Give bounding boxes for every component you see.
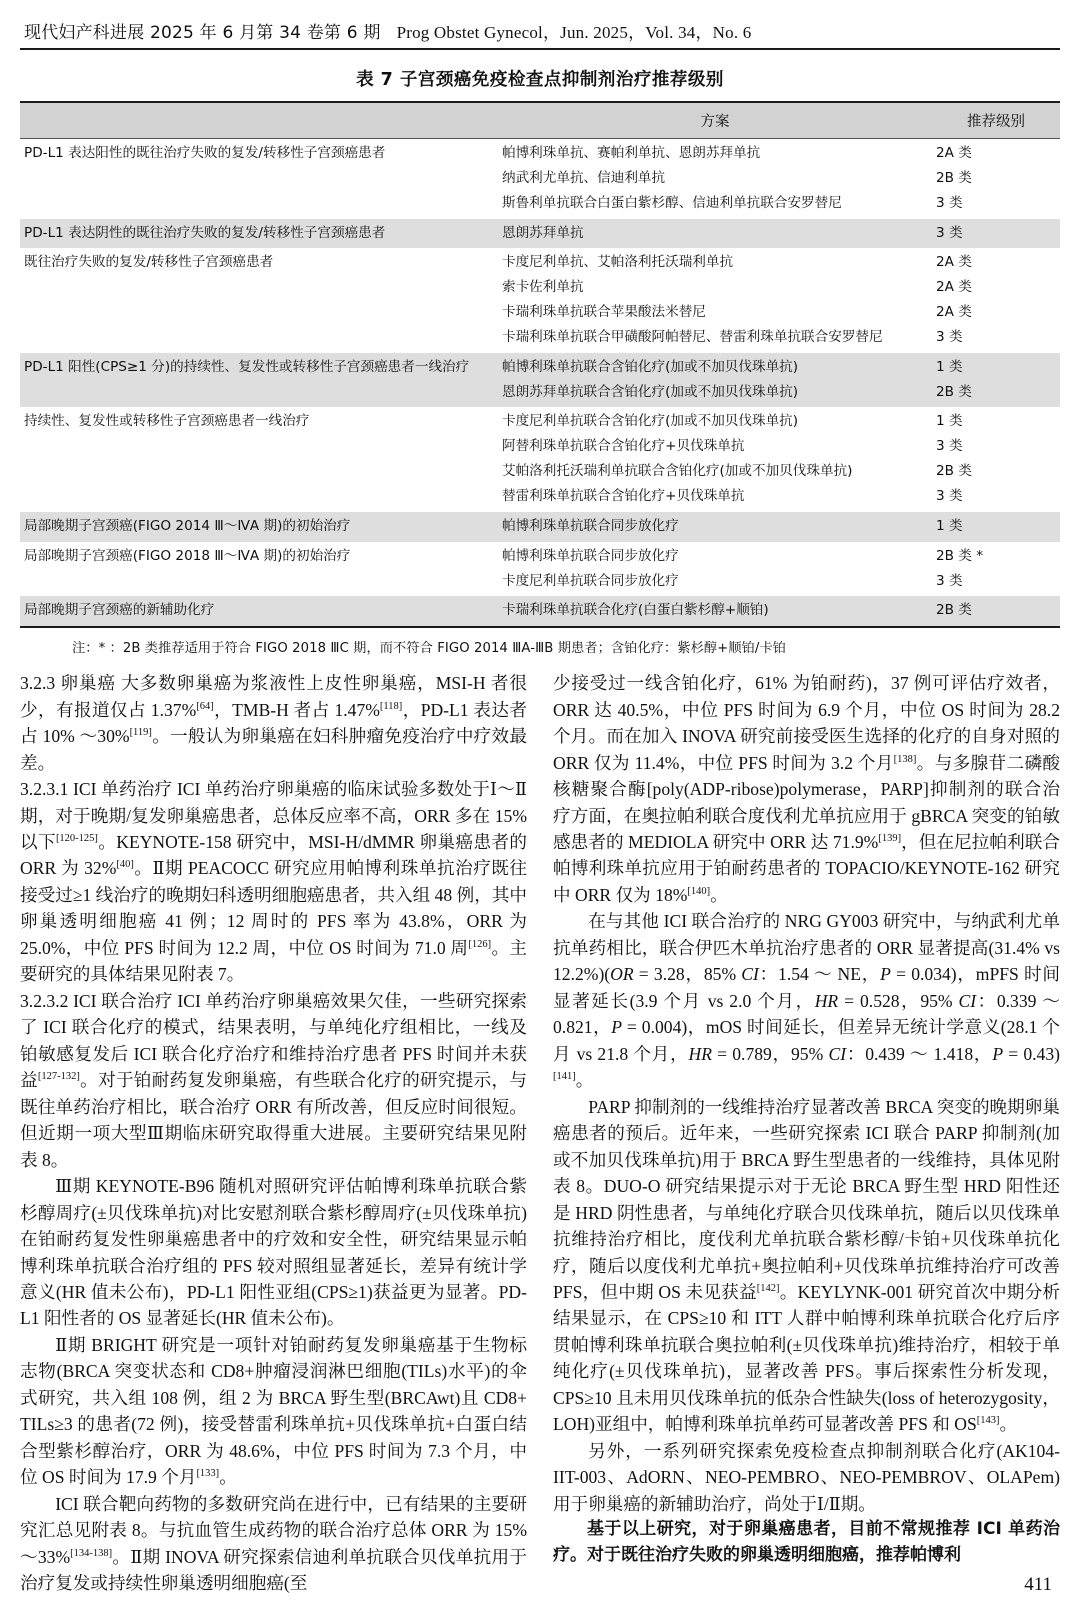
column-header-level: 推荐级别 (932, 102, 1060, 139)
running-head-english: Prog Obstet Gynecol，Jun. 2025，Vol. 34，No. 6 (396, 23, 752, 42)
reference-marker: [140] (687, 886, 711, 898)
cell-level: 1 类 (932, 512, 1060, 542)
cell-level: 3 类 (932, 219, 1060, 249)
cell-level: 2B 类 * (936, 547, 984, 564)
cell-regimen: 帕博利珠单抗联合同步放化疗 (498, 512, 932, 542)
cell-indication (20, 166, 498, 191)
cell-level: 2B 类 (932, 596, 1060, 627)
page-number: 411 (1024, 1574, 1052, 1595)
reference-marker: [142] (756, 1283, 780, 1295)
cell-regimen: 卡度尼利单抗、艾帕洛利托沃瑞利单抗 (502, 254, 734, 271)
cell-indication (20, 301, 498, 326)
reference-marker: [141] (553, 1071, 576, 1083)
cell-indication: PD-L1 阳性(CPS≥1 分)的持续性、复发性或转移性子宫颈癌患者一线治疗 (20, 353, 498, 380)
cell-indication: 局部晚期子宫颈癌(FIGO 2018 Ⅲ～ⅣA 期)的初始治疗 (24, 547, 351, 564)
table-row (20, 139, 1060, 167)
table-row (20, 407, 1060, 434)
table-row (20, 248, 1060, 275)
reference-marker: [139] (878, 833, 902, 845)
cell-indication: 局部晚期子宫颈癌(FIGO 2014 Ⅲ～ⅣA 期)的初始治疗 (20, 512, 498, 542)
cell-level: 2B 类 (936, 463, 972, 480)
cell-indication (20, 435, 498, 460)
cell-indication (20, 191, 498, 218)
cell-level: 2A 类 (936, 145, 972, 161)
column-header-regimen: 方案 (498, 102, 932, 139)
table-row (20, 569, 1060, 596)
paragraph: 3.2.3.2 ICI 联合治疗 ICI 单药治疗卵巢癌效果欠佳，一些研究探索了 ICI 联合化疗的模式，结果表明，与单纯化疗组相比，一线及铂敏感复发后 ICI 联合化疗治疗和维持治疗患者 PFS 时间并未获益[127-132]。对于铂耐药复发卵巢癌，有些联合化疗的研究提示，与既往单药治疗相比，联合治疗 ORR 有所改善，但反应时间很短。但近期一项大型Ⅲ期临床研究取得重大进展。主要研究结果见附表 8。 (20, 990, 527, 1170)
cell-indication: 局部晚期子宫颈癌的新辅助化疗 (20, 596, 498, 627)
cell-regimen: 卡度尼利单抗联合同步放化疗 (502, 572, 679, 589)
paragraph: Ⅲ期 KEYNOTE-B96 随机对照研究评估帕博利珠单抗联合紫杉醇周疗(±贝伐珠单抗)对比安慰剂联合紫杉醇周疗(±贝伐珠单抗)在铂耐药复发性卵巢癌患者中的疗效和安全性，研究结果显示帕博利珠单抗联合治疗组的 PFS 较对照组显著延长，差异有统计学意义(HR 值未公布)，PD-L1 阳性亚组(CPS≥1)获益更为显著。PD-L1 阳性者的 OS 显著延长(HR 值未公布)。 (20, 1176, 527, 1329)
cell-level: 1 类 (936, 413, 963, 430)
table-row (20, 484, 1060, 511)
cell-regimen: 卡瑞利珠单抗联合苹果酸法米替尼 (502, 304, 706, 321)
table-header-row (20, 102, 1060, 139)
table-7 (20, 101, 1060, 628)
cell-regimen: 恩朗苏拜单抗联合含铂化疗(加或不加贝伐珠单抗) (498, 380, 932, 407)
cell-indication (20, 484, 498, 511)
cell-indication: 持续性、复发性或转移性子宫颈癌患者一线治疗 (24, 413, 310, 430)
cell-level: 3 类 (936, 194, 963, 211)
table-row (20, 353, 1060, 380)
table-row (20, 301, 1060, 326)
reference-marker: [120-125] (55, 833, 98, 845)
cell-indication (20, 325, 498, 352)
cell-indication (20, 380, 498, 407)
column-right (553, 670, 1060, 1596)
cell-indication: PD-L1 表达阳性的既往治疗失败的复发/转移性子宫颈癌患者 (24, 145, 386, 161)
cell-regimen: 索卡佐利单抗 (502, 279, 584, 296)
cell-regimen: 阿替利珠单抗联合含铂化疗+贝伐珠单抗 (502, 438, 745, 455)
paragraph: 在与其他 ICI 联合治疗的 NRG GY003 研究中，与纳武利尤单抗单药相比，联合伊匹木单抗治疗患者的 ORR 显著提高(31.4% vs 12.2%)(OR = 3.28，85% CI：1.54 ～ NE，P = 0.034)，mPFS 时间显著延长(3.9 个月 vs 2.0 个月，HR = 0.528，95% CI：0.339 ～ 0.821，P = 0.004)，mOS 时间延长，但差异无统计学意义(28.1 个月 vs 21.8 个月，HR = 0.789，95% CI：0.439 ～ 1.418，P = 0.43)[141]。 (553, 911, 1061, 1091)
table-title: 表 7 子宫颈癌免疫检查点抑制剂治疗推荐级别 (356, 70, 724, 90)
cell-indication: PD-L1 表达阴性的既往治疗失败的复发/转移性子宫颈癌患者 (20, 219, 498, 249)
cell-level: 2A 类 (936, 254, 972, 271)
cell-regimen: 艾帕洛利托沃瑞利单抗联合含铂化疗(加或不加贝伐珠单抗) (502, 463, 853, 480)
table-row (20, 435, 1060, 460)
reference-marker: [143] (976, 1415, 1000, 1427)
paragraph: 基于以上研究，对于卵巢癌患者，目前不常规推荐 ICI 单药治疗。对于既往治疗失败的卵巢透明细胞癌，推荐帕博利 (553, 1519, 1060, 1565)
table-row (20, 542, 1060, 569)
cell-regimen: 替雷利珠单抗联合含铂化疗+贝伐珠单抗 (502, 487, 745, 504)
cell-indication (20, 569, 498, 596)
paragraph: 3.2.3 卵巢癌 大多数卵巢癌为浆液性上皮性卵巢癌，MSI-H 者很少，有报道仅占 1.37%[64]，TMB-H 者占 1.47%[118]，PD-L1 表达者占 10% ～30%[119]。一般认为卵巢癌在妇科肿瘤免疫治疗中疗效最差。 (20, 673, 527, 773)
table-row (20, 512, 1060, 542)
paragraph: 另外，一系列研究探索免疫检查点抑制剂联合化疗(AK104-IIT-003、AdORN、NEO-PEMBRO、NEO-PEMBROV、OLAPem)用于卵巢癌的新辅助治疗，尚处于Ⅰ/Ⅱ期。 (553, 1440, 1060, 1514)
table-row (20, 191, 1060, 218)
cell-indication (20, 276, 498, 301)
cell-regimen: 卡瑞利珠单抗联合化疗(白蛋白紫杉醇+顺铂) (498, 596, 932, 627)
paragraph: Ⅱ期 BRIGHT 研究是一项针对铂耐药复发卵巢癌基于生物标志物(BRCA 突变状态和 CD8+肿瘤浸润淋巴细胞(TILs)水平)的伞式研究，共入组 108 例，组 2 为 BRCA 野生型(BRCAwt)且 CD8+ TILs≥3 的患者(72 例)，接受替雷利珠单抗+贝伐珠单抗+白蛋白结合型紫杉醇治疗，ORR 为 48.6%，中位 PFS 时间为 7.3 个月，中位 OS 时间为 17.9 个月[133]。 (20, 1334, 527, 1488)
table-note: 注：* ：2B 类推荐适用于符合 FIGO 2018 ⅢC 期，而不符合 FIGO 2014 ⅢA-ⅢB 期患者；含铂化疗：紫杉醇+顺铂/卡铂 (72, 641, 787, 657)
paragraph: 少接受过一线含铂化疗，61% 为铂耐药)，37 例可评估疗效者，ORR 达 40.5%，中位 PFS 时间为 6.9 个月，中位 OS 时间为 28.2 个月。而在加入 INOVA 研究前接受医生选择的化疗的自身对照的 ORR 仅为 11.4%，中位 PFS 时间为 3.2 个月[138]。与多腺苷二磷酸核糖聚合酶[poly(ADP-ribose)polymerase，PARP]抑制剂的联合治疗方面，在奥拉帕利联合度伐利尤单抗应用于 gBRCA 突变的铂敏感患者的 MEDIOLA 研究中 ORR 达 71.9%[139]，但在尼拉帕利联合帕博利珠单抗应用于铂耐药患者的 TOPACIO/KEYNOTE-162 研究中 ORR 仅为 18%[140]。 (553, 673, 1060, 905)
cell-regimen: 帕博利珠单抗、赛帕利单抗、恩朗苏拜单抗 (502, 145, 761, 161)
reference-marker: [127-132] (37, 1071, 80, 1083)
table-row (20, 276, 1060, 301)
cell-regimen: 斯鲁利单抗联合白蛋白紫杉醇、信迪利单抗联合安罗替尼 (502, 194, 842, 211)
table-row (20, 596, 1060, 627)
table-row (20, 325, 1060, 352)
table-row (20, 380, 1060, 407)
reference-marker: [133] (196, 1468, 220, 1480)
cell-regimen: 恩朗苏拜单抗 (498, 219, 932, 249)
cell-level: 2B 类 (936, 169, 972, 186)
cell-level: 3 类 (936, 438, 963, 455)
reference-marker: [119] (129, 727, 152, 739)
table-row (20, 219, 1060, 249)
reference-marker: [138] (893, 753, 917, 765)
cell-level: 3 类 (936, 572, 963, 589)
paragraph: 3.2.3.1 ICI 单药治疗 ICI 单药治疗卵巢癌的临床试验多数处于Ⅰ～Ⅱ期，对于晚期/复发卵巢癌患者，总体反应率不高，ORR 多在 15% 以下[120-125]。KEYNOTE-158 研究中，MSI-H/dMMR 卵巢癌患者的 ORR 为 32%[40]。Ⅱ期 PEACOCC 研究应用帕博利珠单抗治疗既往接受过≥1 线治疗的晚期妇科透明细胞癌患者，共入组 48 例，其中卵巢透明细胞癌 41 例；12 周时的 PFS 率为 43.8%，ORR 为 25.0%，中位 PFS 时间为 12.2 周，中位 OS 时间为 71.0 周[126]。主要研究的具体结果见附表 7。 (20, 779, 527, 985)
cell-level: 2B 类 (932, 380, 1060, 407)
cell-indication: 既往治疗失败的复发/转移性子宫颈癌患者 (24, 254, 274, 271)
paragraph: ICI 联合靶向药物的多数研究尚在进行中，已有结果的主要研究汇总见附表 8。与抗血管生成药物的联合治疗总体 ORR 为 15% ～33%[134-138]。Ⅱ期 INOVA 研究探索信迪利单抗联合贝伐单抗用于治疗复发或持续性卵巢透明细胞癌(至 (20, 1493, 528, 1594)
running-head (20, 14, 1060, 50)
cell-regimen: 帕博利珠单抗联合含铂化疗(加或不加贝伐珠单抗) (498, 353, 932, 380)
cell-regimen: 卡瑞利珠单抗联合甲磺酸阿帕替尼、替雷利珠单抗联合安罗替尼 (502, 328, 883, 345)
reference-marker: [134-138] (70, 1547, 113, 1559)
reference-marker: [126] (468, 939, 492, 951)
reference-marker: [64] (196, 700, 214, 712)
table-body (20, 139, 1060, 628)
cell-regimen: 卡度尼利单抗联合含铂化疗(加或不加贝伐珠单抗) (502, 413, 799, 430)
cell-level: 3 类 (936, 328, 963, 345)
body-columns (20, 670, 1060, 1596)
column-header-indication (20, 102, 498, 139)
reference-marker: [118] (379, 700, 403, 712)
table-row (20, 460, 1060, 485)
cell-regimen: 纳武利尤单抗、信迪利单抗 (502, 169, 666, 186)
cell-level: 2A 类 (936, 304, 972, 321)
running-head-chinese: 现代妇产科进展 2025 年 6 月第 34 卷第 6 期 (24, 23, 381, 43)
cell-indication (20, 460, 498, 485)
table-row (20, 166, 1060, 191)
cell-level: 3 类 (936, 487, 963, 504)
paragraph: PARP 抑制剂的一线维持治疗显著改善 BRCA 突变的晚期卵巢癌患者的预后。近年来，一些研究探索 ICI 联合 PARP 抑制剂(加或不加贝伐珠单抗)用于 BRCA 野生型患者的一线维持，具体见附表 8。DUO-O 研究结果提示对于无论 BRCA 野生型 HRD 阳性还是 HRD 阴性患者，与单纯化疗联合贝伐珠单抗，随后以贝伐珠单抗维持治疗相比，度伐利尤单抗联合紫杉醇/卡铂+贝伐珠单抗化疗，随后以度伐利尤单抗+奥拉帕利+贝伐珠单抗维持治疗可改善 PFS，但中期 OS 未见获益[142]。KEYLYNK-001 研究首次中期分析结果显示，在 CPS≥10 和 ITT 人群中帕博利珠单抗联合化疗后序贯帕博利珠单抗联合奥拉帕利(±贝伐珠单抗)维持治疗，相较于单纯化疗(±贝伐珠单抗)，显著改善 PFS。事后探索性分析发现，CPS≥10 且未用贝伐珠单抗的低杂合性缺失(loss of heterozygosity，LOH)亚组中，帕博利珠单抗单药可显著改善 PFS 和 OS[143]。 (553, 1096, 1060, 1435)
column-left (20, 670, 527, 1596)
cell-level: 1 类 (932, 353, 1060, 380)
cell-regimen: 帕博利珠单抗联合同步放化疗 (502, 547, 679, 564)
reference-marker: [40] (116, 859, 134, 871)
cell-level: 2A 类 (936, 279, 972, 296)
